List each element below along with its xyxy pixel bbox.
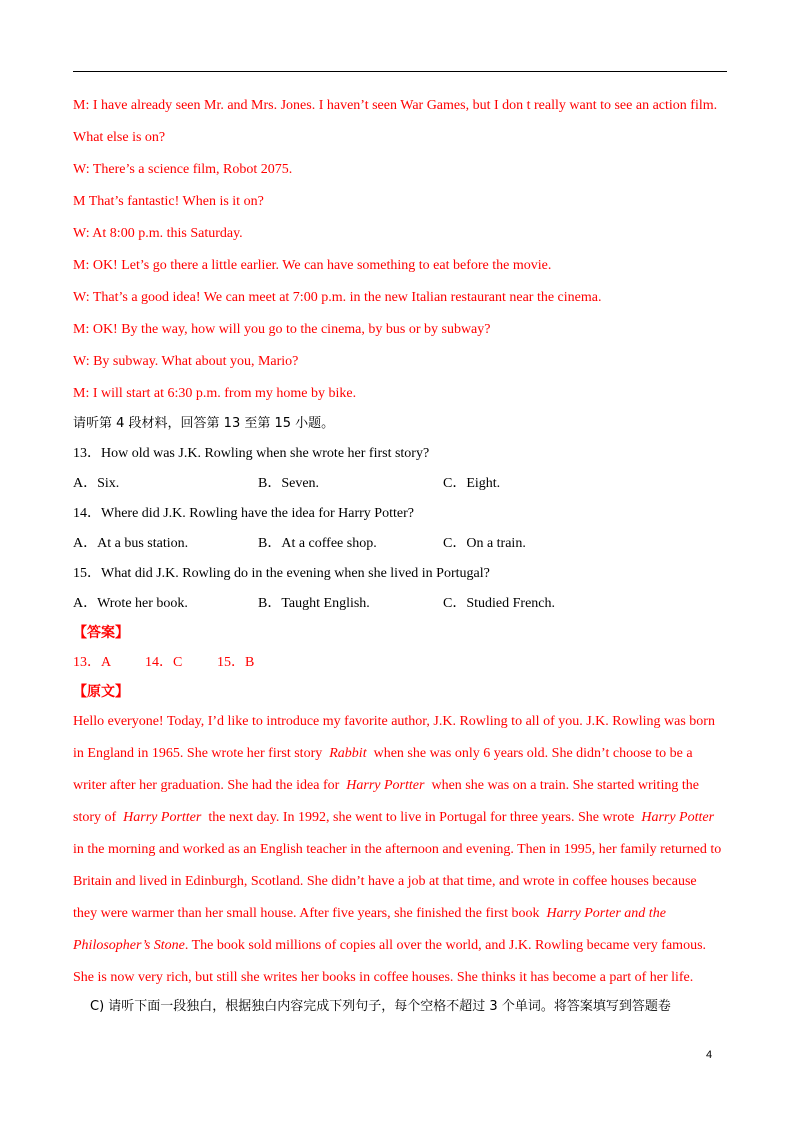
transcript-line <box>73 712 715 732</box>
transcript-text: writer after her graduation. She had the idea for <box>73 778 340 793</box>
transcript-line <box>73 776 699 796</box>
transcript-line <box>73 968 693 988</box>
book-title: Harry Portter <box>123 810 202 825</box>
question-option: B．Taught English. <box>258 596 370 611</box>
question-option: A．At a bus station. <box>73 536 189 551</box>
transcript-line <box>73 904 666 924</box>
transcript-text: She is now very rich, but still she writes her books in coffee houses. She thinks it has become a part of her life. <box>73 970 694 985</box>
question-option: B．Seven. <box>258 476 320 491</box>
transcript-text: in the morning and worked as an English teacher in the afternoon and evening. Then in 1995, her family returned to <box>73 842 722 857</box>
dialogue-line: What else is on? <box>73 130 166 145</box>
book-title: Harry Porter and the <box>546 906 666 921</box>
transcript-heading: 【原文】 <box>73 684 129 700</box>
question-stem: 15．What did J.K. Rowling do in the evening when she lived in Portugal? <box>73 566 490 581</box>
transcript-text: they were warmer than her small house. After five years, she finished the first book <box>73 906 540 921</box>
dialogue-line: W: That’s a good idea! We can meet at 7:00 p.m. in the new Italian restaurant near the cinema. <box>73 290 602 305</box>
question-stem: 13．How old was J.K. Rowling when she wrote her first story? <box>73 446 430 461</box>
dialogue-line: M: I have already seen Mr. and Mrs. Jones. I haven’t seen War Games, but I don t really want to see an action film. <box>73 98 718 113</box>
transcript-text: Hello everyone! Today, I’d like to introduce my favorite author, J.K. Rowling to all of you. J.K. Rowling was born <box>73 714 715 729</box>
transcript-line <box>73 840 721 860</box>
book-title: Harry Portter <box>346 778 425 793</box>
header-rule <box>73 71 727 72</box>
transcript-line <box>73 808 714 828</box>
answer-heading: 【答案】 <box>73 625 129 641</box>
book-title: Philosopher’s Stone <box>73 938 185 953</box>
transcript-text: . The book sold millions of copies all over the world, and J.K. Rowling became very famous. <box>184 938 707 953</box>
transcript-line <box>73 936 706 956</box>
question-option: B．At a coffee shop. <box>258 536 377 551</box>
transcript-text: when she was on a train. She started writing the <box>431 778 699 793</box>
transcript-text: the next day. In 1992, she went to live in Portugal for three years. She wrote <box>208 810 635 825</box>
dialogue-line: W: By subway. What about you, Mario? <box>73 354 299 369</box>
transcript-text: in England in 1965. She wrote her first story <box>73 746 323 761</box>
next-section-instruction: C) 请听下面一段独白，根据独白内容完成下列句子，每个空格不超过 3 个单词。将答案填写到答题卷 <box>90 999 671 1014</box>
page-number: 4 <box>706 1049 713 1061</box>
dialogue-line: M That’s fantastic! When is it on? <box>73 194 264 209</box>
question-option: A．Wrote her book. <box>73 596 188 611</box>
dialogue-line: W: There’s a science film, Robot 2075. <box>73 162 293 177</box>
transcript-text: when she was only 6 years old. She didn’t choose to be a <box>373 746 693 761</box>
answer-item: 13．A <box>73 655 112 670</box>
dialogue-line: W: At 8:00 p.m. this Saturday. <box>73 226 243 241</box>
question-option: A．Six. <box>73 476 120 491</box>
dialogue-line: M: I will start at 6:30 p.m. from my home by bike. <box>73 386 357 401</box>
answer-item: 14．C <box>145 655 183 670</box>
question-option: C．Eight. <box>443 476 501 491</box>
transcript-text: Britain and lived in Edinburgh, Scotland. She didn’t have a job at that time, and wrote in coffee houses because <box>73 874 697 889</box>
book-title: Rabbit <box>329 746 367 761</box>
question-option: C．Studied French. <box>443 596 555 611</box>
dialogue-line: M: OK! Let’s go there a little earlier. We can have something to eat before the movie. <box>73 258 552 273</box>
section-instruction: 请听第 4 段材料，回答第 13 至第 15 小题。 <box>73 416 335 431</box>
book-title: Harry Potter <box>641 810 715 825</box>
transcript-text: story of <box>73 810 117 825</box>
question-option: C．On a train. <box>443 536 526 551</box>
transcript-line <box>73 744 693 764</box>
answer-item: 15．B <box>217 655 255 670</box>
question-stem: 14．Where did J.K. Rowling have the idea for Harry Potter? <box>73 506 414 521</box>
dialogue-line: M: OK! By the way, how will you go to the cinema, by bus or by subway? <box>73 322 491 337</box>
transcript-line <box>73 872 697 892</box>
